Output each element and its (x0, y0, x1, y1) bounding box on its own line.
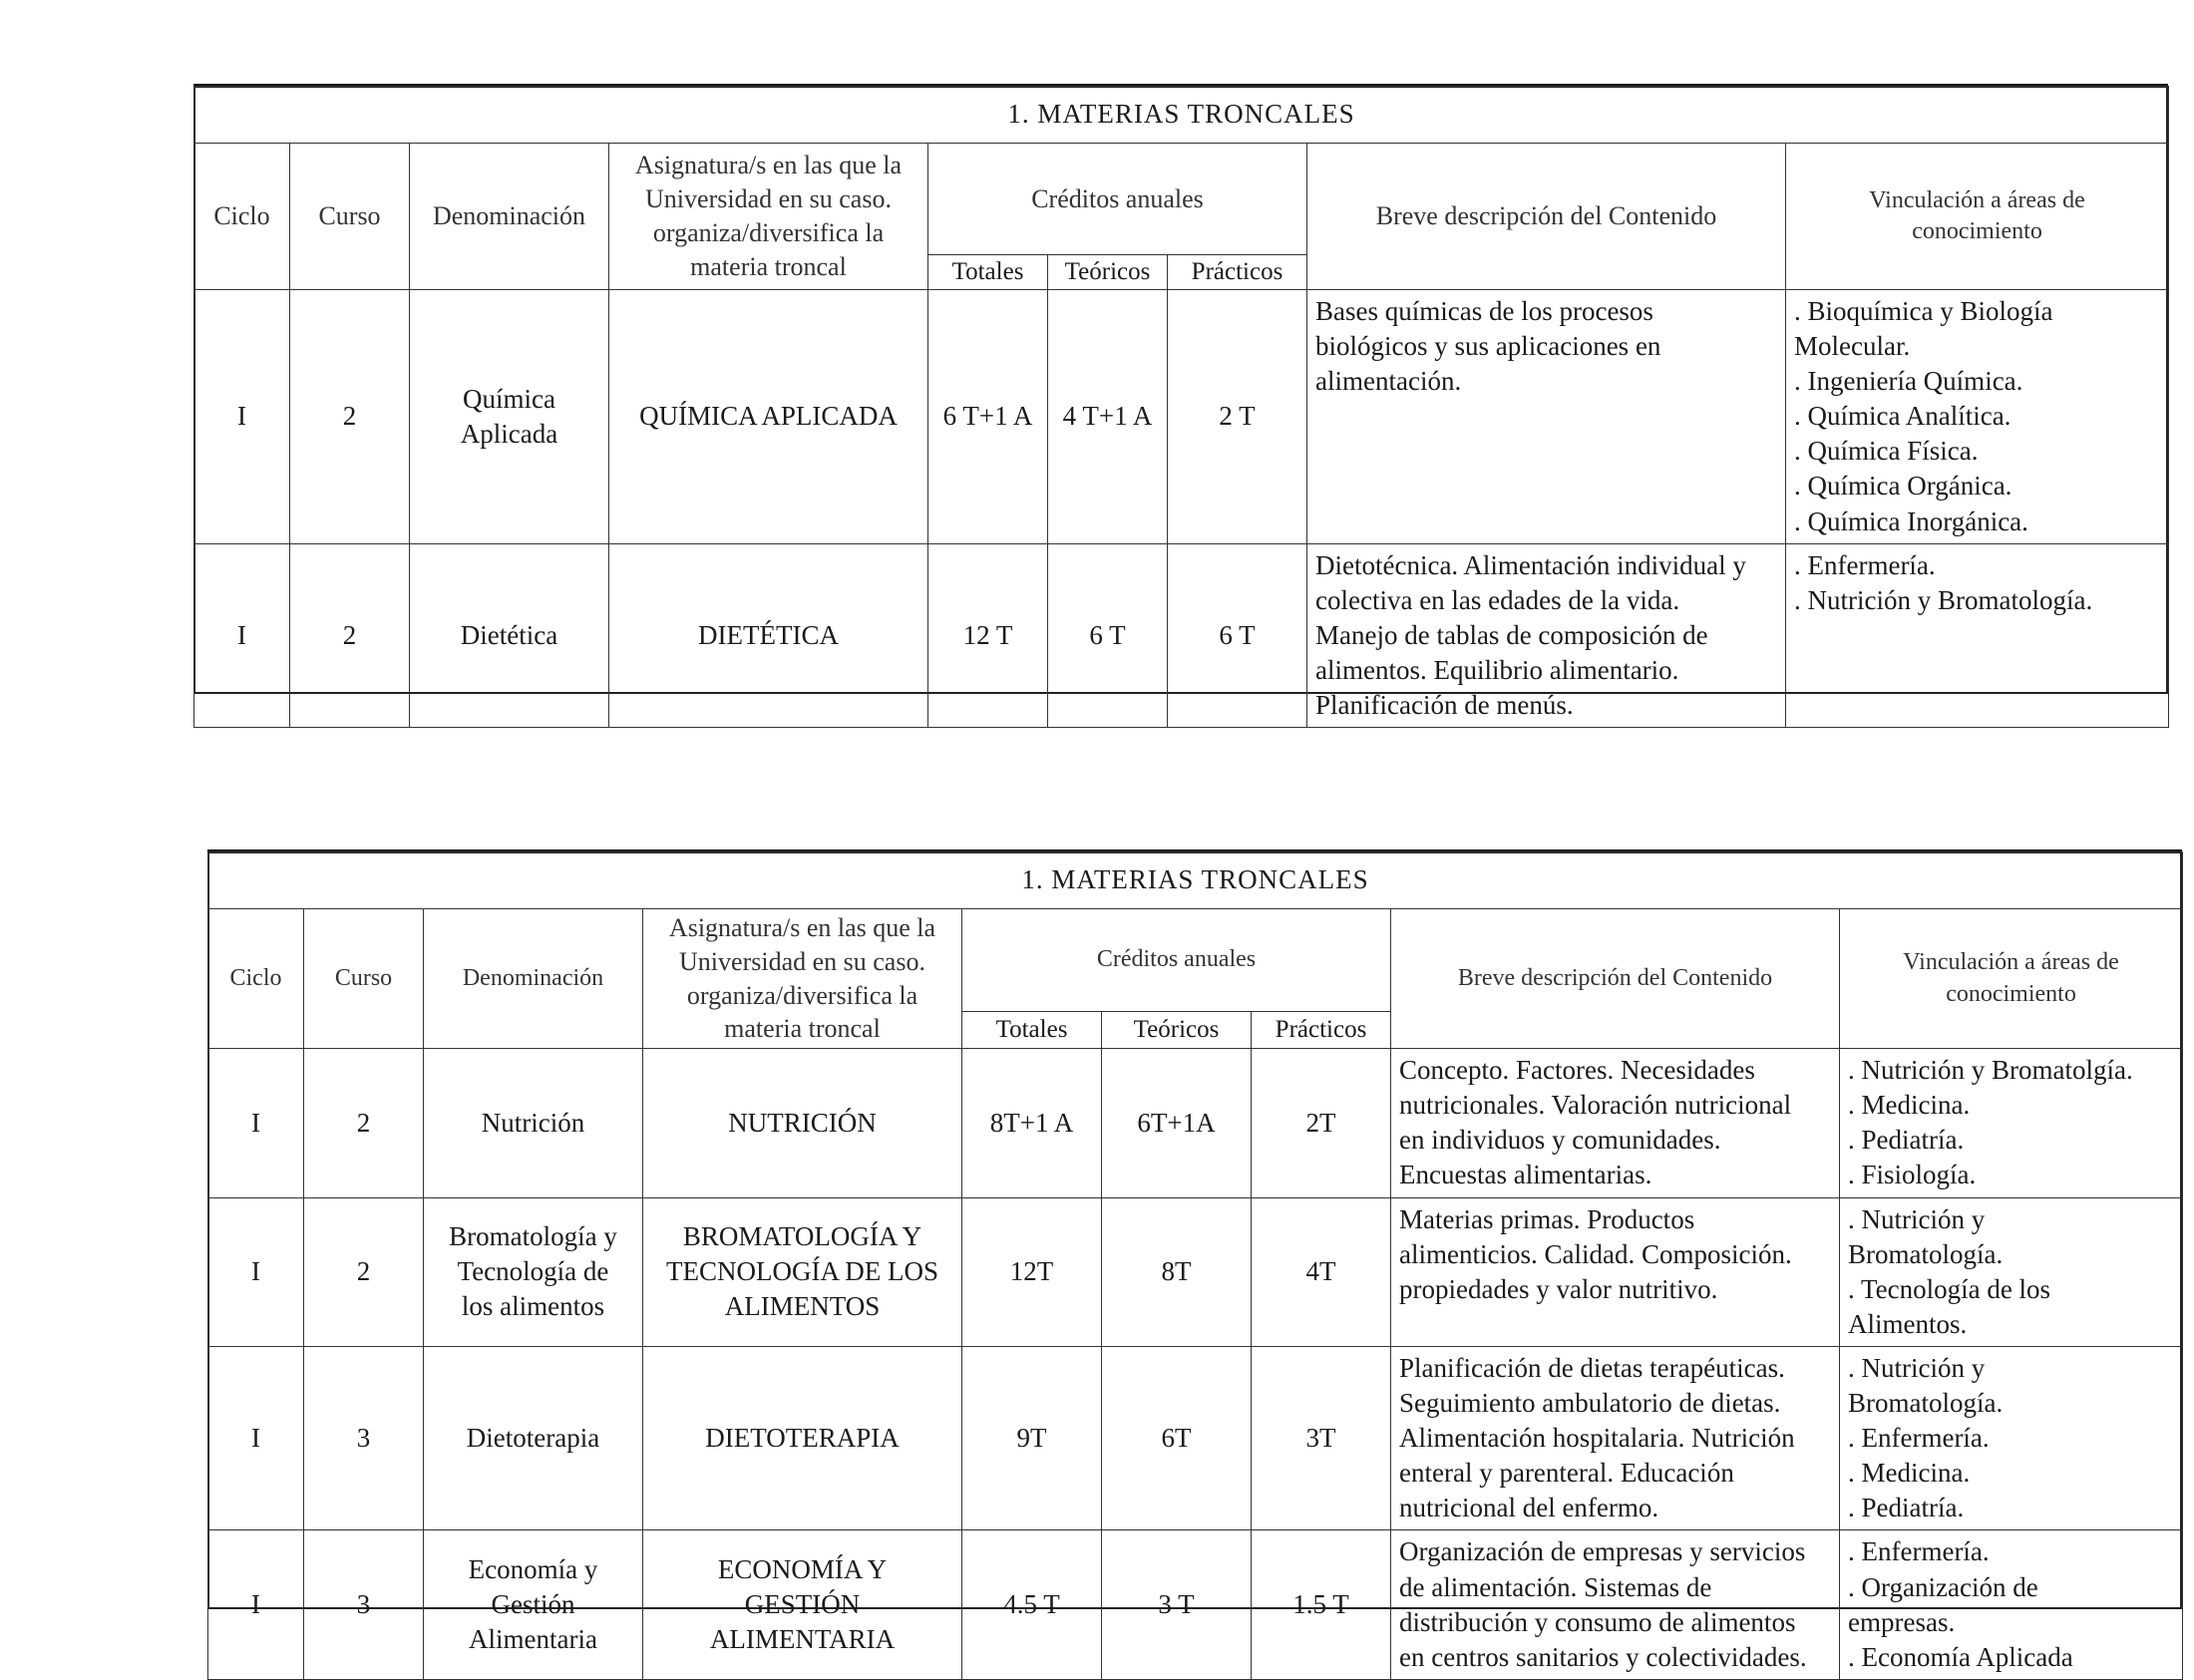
cell-curso: 2 (290, 290, 410, 544)
table-row (194, 543, 2169, 727)
cell-teoricos: 8T (1102, 1197, 1252, 1346)
section-title: 1. MATERIAS TRONCALES (208, 852, 2183, 909)
cell-curso: 3 (304, 1346, 424, 1529)
cell-vinculacion: . Nutrición y Bromatología. . Tecnología de los Alimentos. (1840, 1197, 2183, 1346)
header-asignatura: Asignatura/s en las que la Universidad en su caso. organiza/diversifica la materia troncal (609, 144, 928, 290)
cell-totales: 8T+1 A (962, 1049, 1102, 1197)
header-teoricos: Teóricos (1102, 1011, 1252, 1048)
cell-descripcion: Planificación de dietas terapéuticas. Seguimiento ambulatorio de dietas. Alimentación hospitalaria. Nutrición enteral y parenteral. Educación nutricional del enfermo. (1391, 1346, 1840, 1529)
materias-troncales-table-2 (207, 851, 2183, 1680)
header-totales: Totales (928, 255, 1048, 290)
header-asignatura: Asignatura/s en las que la Universidad en su caso. organiza/diversifica la materia troncal (643, 909, 962, 1049)
cell-asignatura: ECONOMÍA Y GESTIÓN ALIMENTARIA (643, 1530, 962, 1679)
header-practicos: Prácticos (1252, 1011, 1391, 1048)
cell-totales: 9T (962, 1346, 1102, 1529)
header-ciclo: Ciclo (208, 909, 304, 1049)
header-creditos-anuales: Créditos anuales (962, 909, 1391, 1012)
materias-troncales-table-1 (193, 86, 2169, 728)
table-row (194, 290, 2169, 544)
cell-teoricos: 6T (1102, 1346, 1252, 1529)
cell-curso: 3 (304, 1530, 424, 1679)
cell-ciclo: I (208, 1346, 304, 1529)
header-totales: Totales (962, 1011, 1102, 1048)
cell-practicos: 1.5 T (1252, 1530, 1391, 1679)
cell-totales: 12 T (928, 543, 1048, 727)
cell-denominacion: Nutrición (424, 1049, 643, 1197)
header-teoricos: Teóricos (1048, 255, 1168, 290)
cell-ciclo: I (208, 1049, 304, 1197)
cell-asignatura: BROMATOLOGÍA Y TECNOLOGÍA DE LOS ALIMENTOS (643, 1197, 962, 1346)
header-vinculacion: Vinculación a áreas de conocimiento (1840, 909, 2183, 1049)
cell-descripcion: Concepto. Factores. Necesidades nutricionales. Valoración nutricional en individuos y comunidades. Encuestas alimentarias. (1391, 1049, 1840, 1197)
table-row (208, 1197, 2183, 1346)
cell-ciclo: I (208, 1530, 304, 1679)
header-denominacion: Denominación (410, 144, 609, 290)
cell-vinculacion: . Enfermería. . Organización de empresas. . Economía Aplicada (1840, 1530, 2183, 1679)
header-vinculacion: Vinculación a áreas de conocimiento (1786, 144, 2169, 290)
cell-denominacion: Química Aplicada (410, 290, 609, 544)
header-descripcion: Breve descripción del Contenido (1391, 909, 1840, 1049)
cell-teoricos: 3 T (1102, 1530, 1252, 1679)
table-row (208, 1346, 2183, 1529)
cell-ciclo: I (208, 1197, 304, 1346)
header-creditos-anuales: Créditos anuales (928, 144, 1307, 255)
cell-descripcion: Dietotécnica. Alimentación individual y colectiva en las edades de la vida. Manejo de tablas de composición de alimentos. Equilibrio alimentario. Planificación de menús. (1307, 543, 1786, 727)
cell-descripcion: Materias primas. Productos alimenticios. Calidad. Composición. propiedades y valor nutritivo. (1391, 1197, 1840, 1346)
cell-ciclo: I (194, 290, 290, 544)
cell-descripcion: Organización de empresas y servicios de alimentación. Sistemas de distribución y consumo de alimentos en centros sanitarios y colectividades. (1391, 1530, 1840, 1679)
cell-vinculacion: . Enfermería. . Nutrición y Bromatología. (1786, 543, 2169, 727)
cell-practicos: 2T (1252, 1049, 1391, 1197)
cell-totales: 4.5 T (962, 1530, 1102, 1679)
cell-totales: 12T (962, 1197, 1102, 1346)
header-curso: Curso (290, 144, 410, 290)
cell-asignatura: DIETÉTICA (609, 543, 928, 727)
cell-denominacion: Economía y Gestión Alimentaria (424, 1530, 643, 1679)
cell-curso: 2 (304, 1049, 424, 1197)
cell-denominacion: Dietética (410, 543, 609, 727)
cell-practicos: 4T (1252, 1197, 1391, 1346)
cell-asignatura: NUTRICIÓN (643, 1049, 962, 1197)
cell-teoricos: 6 T (1048, 543, 1168, 727)
table-row (208, 1530, 2183, 1679)
cell-teoricos: 4 T+1 A (1048, 290, 1168, 544)
cell-practicos: 2 T (1168, 290, 1307, 544)
cell-vinculacion: . Nutrición y Bromatología. . Enfermería. . Medicina. . Pediatría. (1840, 1346, 2183, 1529)
cell-vinculacion: . Bioquímica y Biología Molecular. . Ingeniería Química. . Química Analítica. . Química Física. . Química Orgánica. . Química Inorgánica. (1786, 290, 2169, 544)
cell-descripcion: Bases químicas de los procesos biológicos y sus aplicaciones en alimentación. (1307, 290, 1786, 544)
cell-denominacion: Dietoterapia (424, 1346, 643, 1529)
cell-ciclo: I (194, 543, 290, 727)
cell-denominacion: Bromatología y Tecnología de los alimentos (424, 1197, 643, 1346)
section-title: 1. MATERIAS TRONCALES (194, 87, 2169, 144)
header-practicos: Prácticos (1168, 255, 1307, 290)
cell-curso: 2 (304, 1197, 424, 1346)
header-curso: Curso (304, 909, 424, 1049)
cell-asignatura: QUÍMICA APLICADA (609, 290, 928, 544)
cell-curso: 2 (290, 543, 410, 727)
header-denominacion: Denominación (424, 909, 643, 1049)
cell-practicos: 3T (1252, 1346, 1391, 1529)
header-descripcion: Breve descripción del Contenido (1307, 144, 1786, 290)
table-row (208, 1049, 2183, 1197)
cell-practicos: 6 T (1168, 543, 1307, 727)
cell-totales: 6 T+1 A (928, 290, 1048, 544)
cell-asignatura: DIETOTERAPIA (643, 1346, 962, 1529)
header-ciclo: Ciclo (194, 144, 290, 290)
cell-teoricos: 6T+1A (1102, 1049, 1252, 1197)
cell-vinculacion: . Nutrición y Bromatolgía. . Medicina. . Pediatría. . Fisiología. (1840, 1049, 2183, 1197)
